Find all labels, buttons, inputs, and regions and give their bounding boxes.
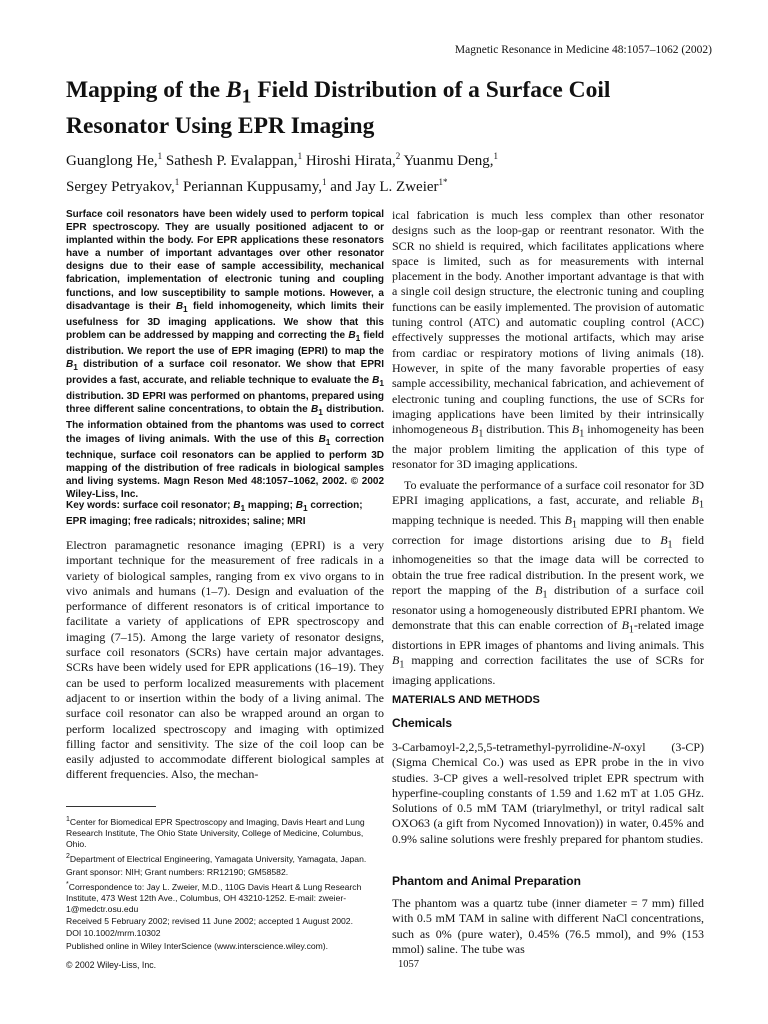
footnote: Grant sponsor: NIH; Grant numbers: RR12190; GM58582. xyxy=(66,866,289,877)
footnote-divider xyxy=(66,806,156,807)
abstract-citation: Magn Reson Med 48:1057–1062, 2002. xyxy=(163,475,348,487)
footnote: $^2$Department of Electrical Engineering, Yamagata University, Yamagata, Japan. xyxy=(66,853,367,865)
footnote: $^1$Center for Biomedical EPR Spectroscopy and Imaging, Davis Heart and Lung Research Institute, The Ohio State University, College of Medicine, Columbus, Ohio. xyxy=(66,816,365,850)
author-affiliation-mark: 1 xyxy=(297,151,303,161)
subsection-heading-phantom: Phantom and Animal Preparation xyxy=(392,874,581,888)
author-name: Sathesh P. Evalappan, xyxy=(165,153,298,169)
intro-paragraph-2: ical fabrication is much less complex than other resonator designs such as the loop-gap or reentrant resonator. With the SCR no shield is required, which facilitates applications where space is limited, such as for measurements with internal placement in the body. Another important advantage is that with a single coil design structure, the electronic tuning and coupling functions can be easily implemented. The provision of automatic tuning control (ATC) and automatic coupling control (ACC) effectively suppresses the motional artifacts, which may arise from cardiac or respiratory motions of living animals (18). However, in spite of the many favorable properties of easy sample accessibility, mechanical fabrication, and achievement of electronic tuning and coupling functions, the use of SCRs for imaging applications have been limited by their intrinsically inhomogeneous $B_1$ distribution. This $B_1$ inhomogeneity has been the major problem limiting the application of this type of resonator for 3D imaging applications. xyxy=(392,208,704,472)
abstract-copyright: © 2002 Wiley-Liss, Inc. xyxy=(66,475,385,500)
author-affiliation-mark: 1 xyxy=(321,177,327,187)
author-list xyxy=(66,146,716,198)
page-number: 1057 xyxy=(398,959,419,970)
author-affiliation-mark: 1 xyxy=(174,177,180,187)
journal-header: Magnetic Resonance in Medicine 48:1057–1062 (2002) xyxy=(454,44,712,56)
author-affiliation-mark: 2 xyxy=(395,151,401,161)
article-title: Mapping of the $B_1$ Field Distribution of a Surface Coil Resonator Using EPR Imaging xyxy=(66,77,611,139)
intro-paragraph-3: To evaluate the performance of a surface coil resonator for 3D EPRI imaging applications, a fast, accurate, and reliable $B_1$ mapping technique is needed. This $B_1$ mapping will then enable correction for image distortions arising due to $B_1$ field inhomogeneities so that the image data will be corrected to obtain the true free radical distribution. In the present work, we report the mapping of the $B_1$ distribution of a surface coil resonator using a homogeneously distributed EPRI phantom. We demonstrate that this can enable correction of $B_1$-related image distortions in EPR images of phantoms and living animals. This $B_1$ mapping and correction facilitates the use of SCRs for imaging applications. xyxy=(392,478,705,687)
author-name: Sergey Petryakov, xyxy=(66,179,175,195)
author-name: and Jay L. Zweier xyxy=(330,179,439,195)
footnote: *Correspondence to: Jay L. Zweier, M.D., 110G Davis Heart & Lung Research Institute, 473 West 12th Ave., Columbus, OH 43210-1252. E-mail: zweier-1@medctr.osu.edu xyxy=(66,880,362,914)
phantom-paragraph: The phantom was a quartz tube (inner diameter = 7 mm) filled with 0.5 mM TAM in saline with different NaCl concentrations, such as 0% (pure water), 0.45% (76.5 mmol), and 9% (153 mmol) saline. The tube was xyxy=(392,896,704,956)
author-affiliation-mark: 1 xyxy=(157,151,163,161)
footnote: Received 5 February 2002; revised 11 June 2002; accepted 1 August 2002. xyxy=(66,916,353,927)
footnotes xyxy=(66,814,384,953)
author-name: Yuanmu Deng, xyxy=(403,153,494,169)
footnote: DOI 10.1002/mrm.10302 xyxy=(66,928,161,939)
abstract: Surface coil resonators have been widely used to perform topical EPR spectroscopy. They are usually positioned adjacent to or implanted within the body. For EPR applications these resonators have a number of important advantages over other resonator designs due to their ease of sample accessibility, mechanical fabrication, implementation of electronic tuning and coupling functions, and low susceptibility to sample motions. However, a disadvantage is their $B_1$ field inhomogeneity, which limits their usefulness for 3D imaging applications. We show that this problem can be addressed by mapping and correcting the $B_1$ field distribution. We report the use of EPR imaging (EPRI) to map the $B_1$ distribution of a surface coil resonator. We show that EPRI provides a fast, accurate, and reliable technique to evaluate the $B_1$ distribution. 3D EPRI was performed on phantoms, prepared using three different saline concentrations, to obtain the $B_1$ distribution. The information obtained from the phantoms was used to correct the images of living animals. With the use of this $B_1$ correction technique, surface coil resonators can be applied to perform 3D mapping of the distribution of free radicals in biological samples and living systems. Magn Reson Med 48:1057–1062, 2002. © 2002 Wiley-Liss, Inc. xyxy=(66,209,385,500)
section-heading-methods: MATERIALS AND METHODS xyxy=(392,694,540,706)
keywords: Key words: surface coil resonator; $B_1$ mapping; $B_1$ correction; EPR imaging; free radicals; nitroxides; saline; MRI xyxy=(66,500,363,528)
author-name: Guanglong He, xyxy=(66,153,158,169)
footnote: Published online in Wiley InterScience (www.interscience.wiley.com). xyxy=(66,940,329,951)
author-affiliation-mark: 1 xyxy=(493,151,498,161)
footer-copyright: © 2002 Wiley-Liss, Inc. xyxy=(66,960,157,970)
author-name: Periannan Kuppusamy, xyxy=(182,179,322,195)
author-name: Hiroshi Hirata, xyxy=(305,153,396,169)
intro-paragraph-1: Electron paramagnetic resonance imaging (EPRI) is a very important technique for the measurement of free radicals in a variety of biological samples, ranging from ex vivo organs to in vivo animals and humans (1–7). Design and evaluation of the performance of different resonators is of critical importance to facilitate a variety of applications of EPR spectroscopy and imaging (7–15). Among the large variety of resonator designs, surface coil resonators (SCRs) have certain major advantages. SCRs have been widely used for EPR applications (16–19). They can be used to perform localized measurements with placement adjacent to or insertion within the body of a living animal. The surface coil resonator can also be wrapped around an organ to perform localized spectroscopy and imaging with optimized filling factor and sensitivity. The size of the coil loop can be easily adjusted to accommodate different biological samples at different frequencies. Also, the mechan- xyxy=(66,538,384,782)
author-affiliation-mark: 1* xyxy=(438,177,448,187)
chemicals-paragraph: 3-Carbamoyl-2,2,5,5-tetramethyl-pyrrolidine-N-oxyl (3-CP) (Sigma Chemical Co.) was used as EPR probe in the in vivo studies. 3-CP gives a well-resolved triplet EPR spectrum with hyperfine-coupling constants of 1.59 and 1.62 mT at 1.05 GHz. Solutions of 0.5 mM TAM (triarylmethyl, or trityl radical salt OXO63 (a gift from Nycomed Innovation)) in water, 0.45% and 0.9% saline solutions were freshly prepared for phantom studies. xyxy=(392,740,704,846)
subsection-heading-chemicals: Chemicals xyxy=(392,716,453,730)
